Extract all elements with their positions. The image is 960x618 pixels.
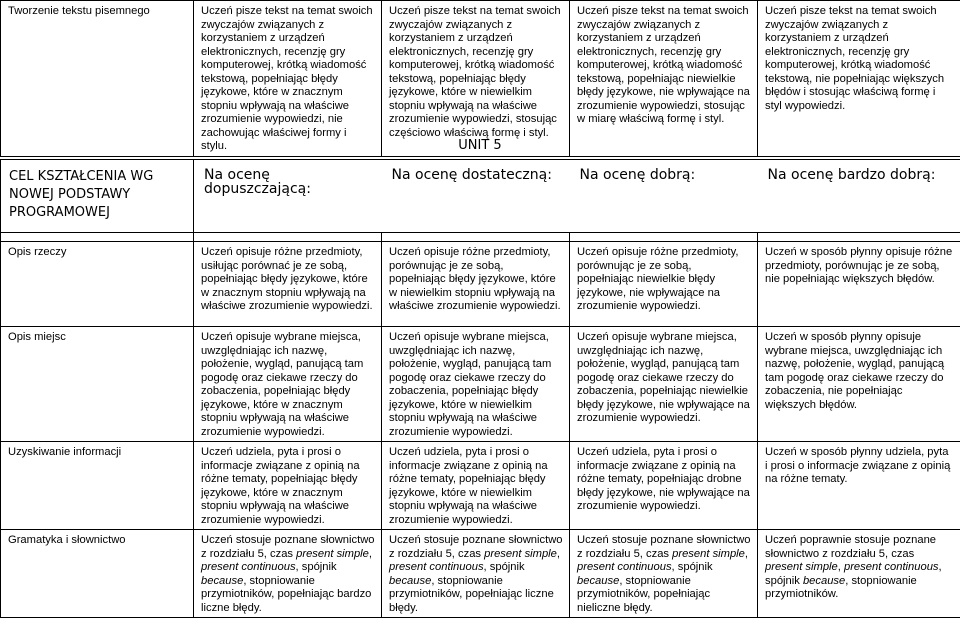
italic-term: present continuous	[389, 561, 484, 573]
table-row	[1, 442, 960, 530]
unit-title	[0, 138, 960, 153]
table-row	[1, 327, 960, 442]
table-row	[1, 530, 960, 618]
header-row	[1, 160, 960, 233]
grade-cell: Uczeń opisuje różne przedmioty, usiłując porównać je ze sobą, popełniając błędy językowe, które w znacznym stopniu wpływają na właściwe zrozumienie wypowiedzi.	[194, 242, 382, 327]
italic-term: present simple	[765, 561, 838, 573]
italic-term: present continuous	[201, 561, 296, 573]
grade-cell: Uczeń pisze tekst na temat swoich zwyczajów związanych z korzystaniem z urządzeń elektronicznych, recenzję gry komputerowej, krótką wiadomość tekstową, popełniając błędy językowe, które w znacznym stopniu wpływają na właściwe zrozumienie wypowiedzi, nie zachowując właściwej formy i stylu.	[194, 1, 382, 157]
italic-term: because	[803, 575, 845, 587]
italic-term: because	[201, 575, 243, 587]
grade-cell: Uczeń udziela, pyta i prosi o informacje związane z opinią na różne tematy, popełniając drobne błędy językowe, nie wpływające na zrozumienie wypowiedzi.	[570, 442, 758, 530]
column-header-grade: Na ocenę bardzo dobrą:	[758, 160, 960, 233]
grade-cell	[382, 530, 570, 618]
grade-cell: Uczeń w sposób płynny udziela, pyta i prosi o informacje związane z opinią na różne tematy.	[758, 442, 960, 530]
text-run: , spójnik	[765, 561, 942, 587]
row-label: Opis miejsc	[1, 327, 194, 442]
text-run: , spójnik	[484, 561, 525, 573]
grade-cell: Uczeń opisuje różne przedmioty, porównując je ze sobą, popełniając niewielkie błędy językowe, nie wpływające na zrozumienie wypowiedzi.	[570, 242, 758, 327]
table-row	[1, 242, 960, 327]
grade-cell: Uczeń pisze tekst na temat swoich zwyczajów związanych z korzystaniem z urządzeń elektronicznych, recenzję gry komputerowej, krótką wiadomość tekstową, nie popełniając większych błędów i stosując właściwą formę i styl wypowiedzi.	[758, 1, 960, 157]
grade-cell	[758, 530, 960, 618]
italic-term: because	[389, 575, 431, 587]
grade-cell: Uczeń w sposób płynny opisuje wybrane miejsca, uwzględniając ich nazwę, położenie, wygląd, panującą tam pogodę oraz ciekawe rzeczy do zobaczenia, nie popełniając większych błędów.	[758, 327, 960, 442]
grade-cell: Uczeń w sposób płynny opisuje różne przedmioty, porównując je ze sobą, nie popełniając większych błędów.	[758, 242, 960, 327]
spacer-row	[1, 233, 960, 242]
row-label: Tworzenie tekstu pisemnego	[1, 1, 194, 157]
grade-cell: Uczeń opisuje wybrane miejsca, uwzględniając ich nazwę, położenie, wygląd, panującą tam pogodę oraz ciekawe rzeczy do zobaczenia, popełniając błędy językowe, które w znacznym stopniu wpływają na właściwe zrozumienie wypowiedzi.	[194, 327, 382, 442]
text-run: , stopniowanie przymiotników, popełniając liczne błędy.	[389, 575, 554, 614]
italic-term: present simple	[296, 548, 369, 560]
text-run: ,	[557, 548, 560, 560]
row-label: Gramatyka i słownictwo	[1, 530, 194, 618]
italic-term: present continuous	[844, 561, 939, 573]
column-header-grade: Na ocenę dobrą:	[570, 160, 758, 233]
italic-term: present continuous	[577, 561, 672, 573]
row-label: Opis rzeczy	[1, 242, 194, 327]
table-row	[1, 1, 960, 157]
grade-cell: Uczeń udziela, pyta i prosi o informacje związane z opinią na różne tematy, popełniając błędy językowe, które w znacznym stopniu wpływają na właściwe zrozumienie wypowiedzi.	[194, 442, 382, 530]
row-label: Uzyskiwanie informacji	[1, 442, 194, 530]
grade-cell	[570, 530, 758, 618]
top-criteria-table	[0, 0, 960, 157]
text-run: , stopniowanie przymiotników.	[765, 575, 917, 601]
text-run: Uczeń stosuje poznane słownictwo z rozdziału 5, czas	[201, 534, 375, 560]
italic-term: because	[577, 575, 619, 587]
grade-cell: Uczeń pisze tekst na temat swoich zwyczajów związanych z korzystaniem z urządzeń elektronicznych, recenzję gry komputerowej, krótką wiadomość tekstową, popełniając błędy językowe, które w niewielkim stopniu wpływają na właściwe zrozumienie wypowiedzi, stosując częściowo właściwą formę i styl.	[382, 1, 570, 157]
grade-cell: Uczeń opisuje wybrane miejsca, uwzględniając ich nazwę, położenie, wygląd, panującą tam pogodę oraz ciekawe rzeczy do zobaczenia, popełniając błędy językowe, które w niewielkim stopniu wpływają na właściwe zrozumienie wypowiedzi.	[382, 327, 570, 442]
grade-cell	[194, 530, 382, 618]
italic-term: present simple	[484, 548, 557, 560]
text-run: , spójnik	[296, 561, 337, 573]
text-run: , stopniowanie przymiotników, popełniając nieliczne błędy.	[577, 575, 710, 614]
text-run: Uczeń stosuje poznane słownictwo z rozdziału 5, czas	[389, 534, 563, 560]
text-run: , spójnik	[672, 561, 713, 573]
text-run: Uczeń poprawnie stosuje poznane słownictwo z rozdziału 5, czas	[765, 534, 936, 560]
text-run: ,	[838, 561, 844, 573]
unit-criteria-table	[0, 159, 960, 618]
grade-cell: Uczeń opisuje różne przedmioty, porównując je ze sobą, popełniając błędy językowe, które w niewielkim stopniu wpływają na właściwe zrozumienie wypowiedzi.	[382, 242, 570, 327]
text-run: Uczeń stosuje poznane słownictwo z rozdziału 5, czas	[577, 534, 751, 560]
unit-title-text: UNIT 5	[458, 138, 501, 153]
column-header-grade: Na ocenę dostateczną:	[382, 160, 570, 233]
text-run: , stopniowanie przymiotników, popełniając bardzo liczne błędy.	[201, 575, 371, 614]
column-header-goal: CEL KSZTAŁCENIA WG NOWEJ PODSTAWY PROGRAMOWEJ	[1, 160, 194, 233]
column-header-grade: Na ocenę dopuszczającą:	[194, 160, 382, 233]
italic-term: present simple	[672, 548, 745, 560]
grade-cell: Uczeń opisuje wybrane miejsca, uwzględniając ich nazwę, położenie, wygląd, panującą tam pogodę oraz ciekawe rzeczy do zobaczenia, popełniając niewielkie błędy językowe, nie wpływające na zrozumienie wypowiedzi.	[570, 327, 758, 442]
text-run: ,	[369, 548, 372, 560]
grade-cell: Uczeń udziela, pyta i prosi o informacje związane z opinią na różne tematy, popełniając błędy językowe, które w niewielkim stopniu wpływają na właściwe zrozumienie wypowiedzi.	[382, 442, 570, 530]
text-run: ,	[745, 548, 748, 560]
grade-cell: Uczeń pisze tekst na temat swoich zwyczajów związanych z korzystaniem z urządzeń elektronicznych, recenzję gry komputerowej, krótką wiadomość tekstową, popełniając niewielkie błędy językowe, nie wpływające na zrozumienie wypowiedzi, stosując w miarę właściwą formę i styl.	[570, 1, 758, 157]
